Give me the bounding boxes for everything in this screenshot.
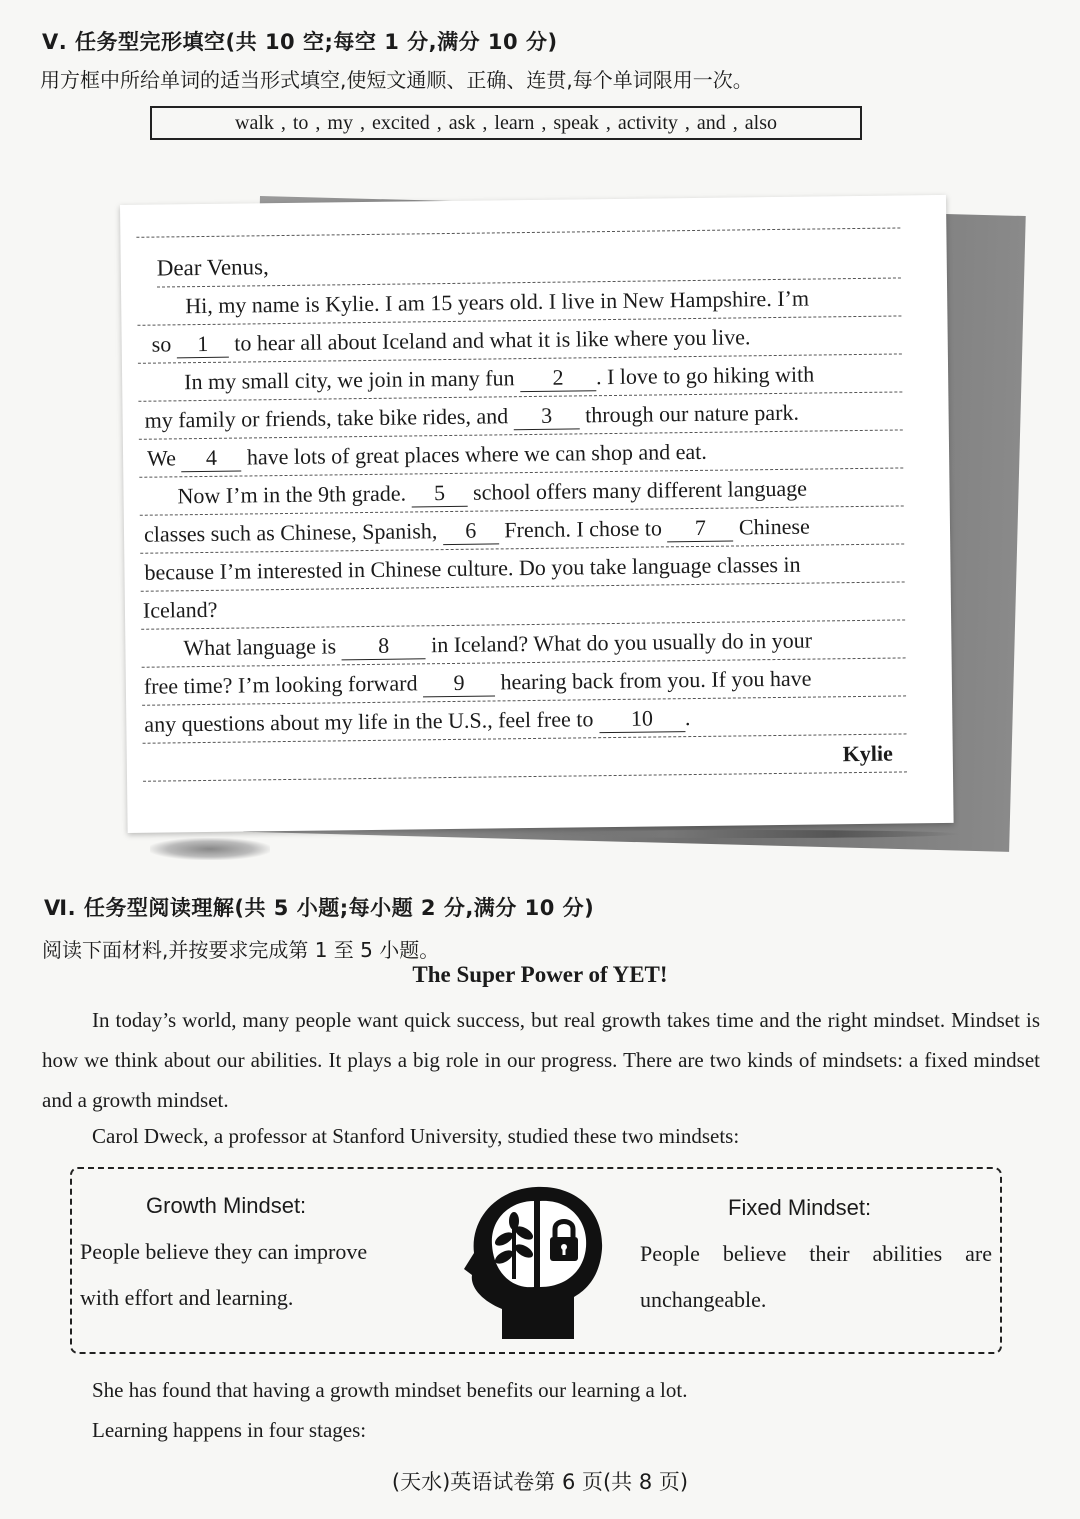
word-bank-box: walk , to , my , excited , ask , learn , speak , activity , and , also (150, 106, 862, 140)
blank-2[interactable]: 2 (520, 364, 596, 392)
blank-4[interactable]: 4 (181, 445, 241, 473)
blank-1[interactable]: 1 (177, 331, 229, 359)
letter-text: hearing back from you. If you have (500, 665, 812, 695)
letter-text: any questions about my life in the U.S., feel free to (144, 706, 594, 737)
letter-card (120, 195, 954, 833)
letter-text: in Iceland? What do you usually do in your (430, 627, 813, 658)
section-5-instruction: 用方框中所给单词的适当形式填空,使短文通顺、正确、连贯,每个单词限用一次。 (40, 68, 753, 92)
scan-smudge (150, 838, 270, 860)
passage-paragraph-4: Learning happens in four stages: (92, 1418, 367, 1442)
blank-9[interactable]: 9 (423, 669, 495, 697)
letter-text: What language is (183, 633, 337, 661)
head-brain-icon (462, 1179, 612, 1349)
blank-6[interactable]: 6 (443, 517, 499, 545)
passage-paragraph-3: She has found that having a growth mindset benefits our learning a lot. (92, 1378, 688, 1402)
letter-text: . (684, 705, 691, 731)
page-footer: (天水)英语试卷第 6 页(共 8 页) (391, 1470, 689, 1494)
growth-mindset-text-2: with effort and learning. (80, 1285, 294, 1310)
letter-text: In my small city, we join in many fun (184, 365, 515, 395)
blank-7[interactable]: 7 (667, 515, 733, 543)
fixed-mindset-title: Fixed Mindset: (728, 1195, 872, 1220)
section-6-instruction: 阅读下面材料,并按要求完成第 1 至 5 小题。 (42, 938, 440, 962)
letter-text: Now I’m in the 9th grade. (177, 480, 407, 509)
letter-text: have lots of great places where we can shop and eat. (246, 438, 707, 470)
growth-mindset-text-1: People believe they can improve (80, 1239, 368, 1264)
growth-mindset-title: Growth Mindset: (146, 1193, 307, 1218)
letter-text: because I’m interested in Chinese culture. Do you take language classes in (144, 551, 801, 585)
letter-text: We (146, 445, 177, 471)
letter-text: so (151, 331, 172, 357)
letter-signature: Kylie (143, 733, 907, 781)
letter-text: French. I chose to (504, 515, 663, 543)
blank-3[interactable]: 3 (513, 402, 579, 430)
letter-text: free time? I’m looking forward (143, 670, 418, 699)
letter-text: Chinese (738, 513, 810, 540)
letter-greeting: Dear Venus, (157, 239, 901, 287)
fixed-mindset-text-2: unchangeable. (640, 1287, 767, 1312)
letter-text: Hi, my name is Kylie. I am 15 years old. I live in New Hampshire. I’m (185, 285, 810, 319)
section-6-title: Ⅵ. 任务型阅读理解(共 5 小题;每小题 2 分,满分 10 分) (44, 896, 595, 920)
fixed-mindset-text-1: People believe their abilities are (640, 1241, 992, 1266)
blank-8[interactable]: 8 (341, 632, 425, 660)
blank-10[interactable]: 10 (599, 705, 685, 733)
card-edge-shadow (540, 830, 960, 838)
blank-5[interactable]: 5 (411, 480, 467, 508)
letter-text: Iceland? (142, 596, 218, 623)
passage-title: The Super Power of YET! (412, 962, 668, 987)
letter-text: my family or friends, take bike rides, and (144, 403, 509, 433)
letter-text: . I love to go hiking with (595, 361, 815, 390)
letter-text: classes such as Chinese, Spanish, (143, 518, 438, 547)
section-5-title: Ⅴ. 任务型完形填空(共 10 空;每空 1 分,满分 10 分) (42, 30, 558, 54)
letter-text: through our nature park. (584, 399, 800, 428)
letter-top-rule (136, 205, 900, 237)
mindset-comparison-box (70, 1167, 1002, 1354)
passage-paragraph-1: In today’s world, many people want quick success, but real growth takes time and the right mindset. Mindset is how we think about our abilities. It plays a big role in our progress. There are two kinds of mindsets: a fixed mindset and a growth mindset. (42, 1008, 1040, 1112)
passage-paragraph-2: Carol Dweck, a professor at Stanford University, studied these two mindsets: (92, 1124, 740, 1148)
letter-text: to hear all about Iceland and what it is like where you live. (234, 324, 751, 356)
letter-text: school offers many different language (472, 475, 808, 505)
